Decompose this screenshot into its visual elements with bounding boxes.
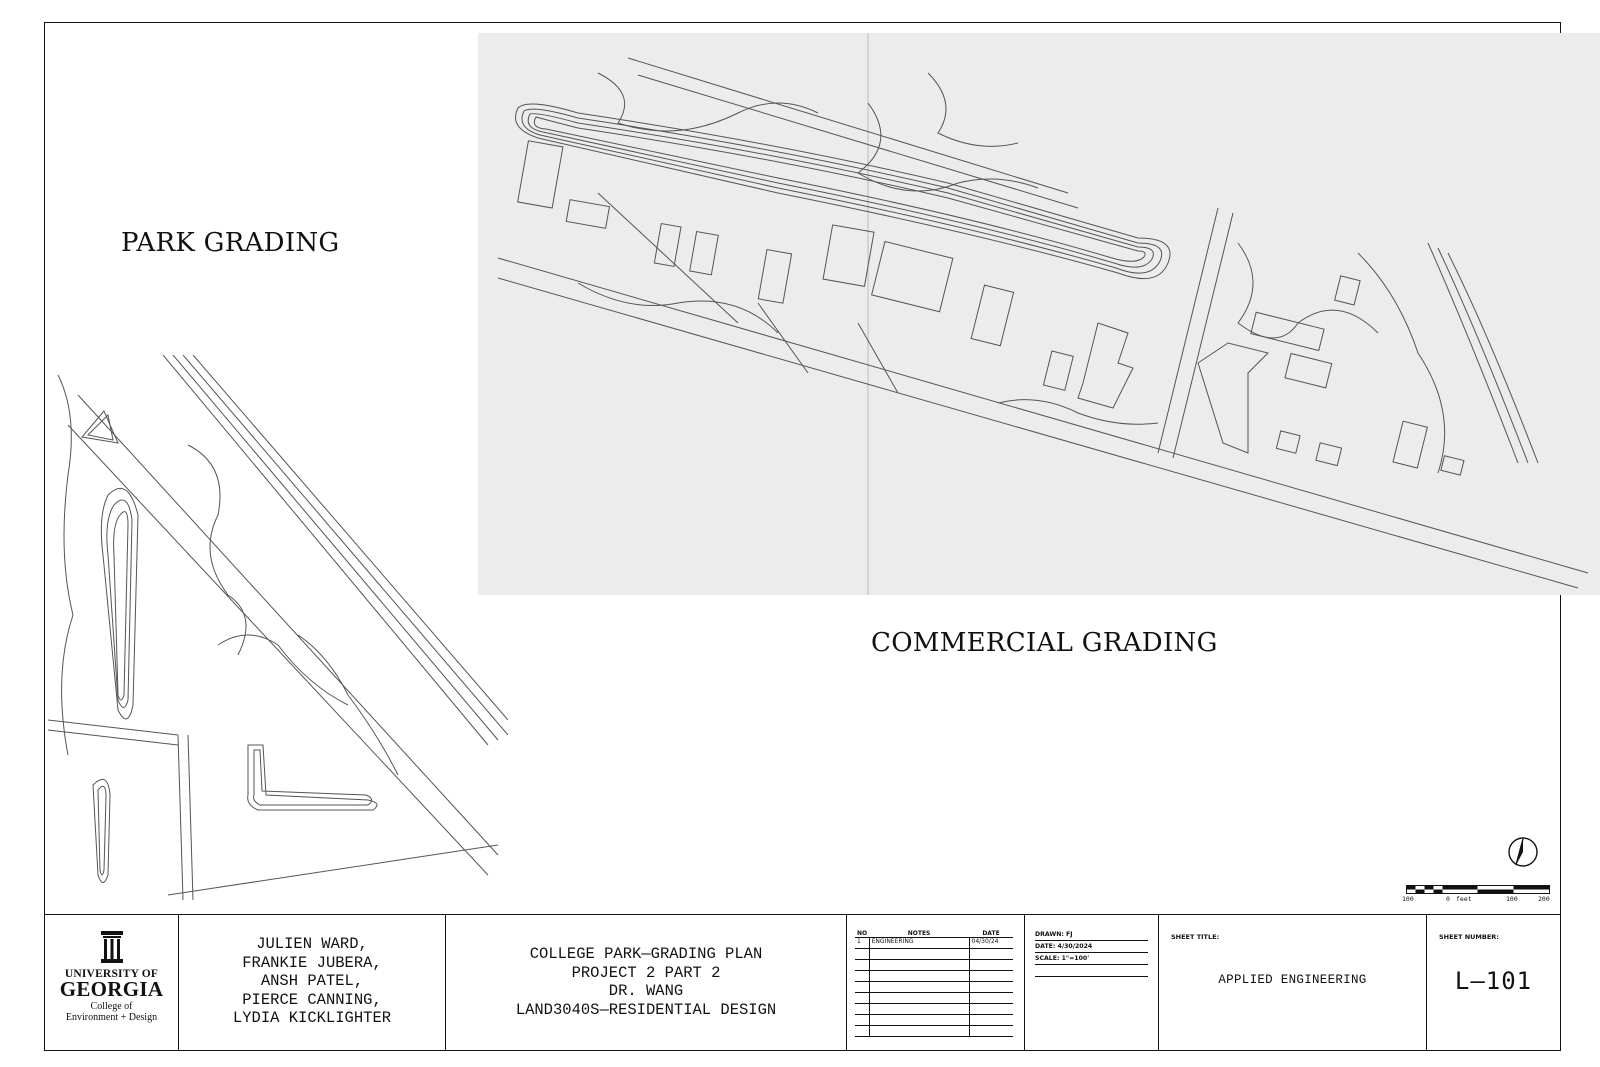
park-grading-sketch	[48, 355, 508, 900]
notes-row	[855, 960, 1013, 971]
drawn-date: DATE: 4/30/2024	[1035, 941, 1148, 953]
team-member: LYDIA KICKLIGHTER	[232, 1009, 392, 1027]
scale-label: 100	[1506, 895, 1518, 903]
drawn-blank-line	[1035, 965, 1148, 977]
drawn-cell	[1025, 915, 1159, 1050]
notes-row	[855, 993, 1013, 1004]
notes-no: 1	[855, 938, 869, 949]
project-cell	[446, 915, 847, 1050]
notes-table	[855, 929, 1013, 1037]
sheet-number-cell	[1427, 915, 1560, 1050]
graphic-scale-bar	[1402, 885, 1550, 905]
team-member: JULIEN WARD,	[256, 935, 368, 953]
project-line: LAND3040S—RESIDENTIAL DESIGN	[515, 1000, 777, 1019]
project-info	[446, 945, 846, 1019]
park-grading-title: PARK GRADING	[121, 228, 340, 258]
notes-row	[855, 949, 1013, 960]
uga-university-text: UNIVERSITY OF	[64, 968, 159, 980]
notes-row	[855, 982, 1013, 993]
drawn-scale: SCALE: 1"=100'	[1035, 953, 1148, 965]
commercial-grading-sketch	[478, 33, 1600, 595]
notes-header-notes: NOTES	[869, 929, 969, 938]
drawn-info	[1035, 929, 1148, 977]
team-member: ANSH PATEL,	[260, 972, 364, 990]
team-names	[179, 935, 445, 1028]
scale-label: 100	[1402, 895, 1414, 903]
uga-georgia-text: GEORGIA	[59, 977, 164, 1001]
sheet-title-cell	[1159, 915, 1427, 1050]
title-block	[44, 914, 1561, 1051]
drawn-by: DRAWN: FJ	[1035, 929, 1148, 941]
project-line: COLLEGE PARK—GRADING PLAN	[529, 945, 763, 963]
project-line: PROJECT 2 PART 2	[571, 963, 721, 982]
team-member: FRANKIE JUBERA,	[242, 953, 382, 972]
sheet-title-value: APPLIED ENGINEERING	[1218, 973, 1367, 987]
team-member: PIERCE CANNING,	[242, 990, 382, 1009]
notes-header-no: NO	[857, 929, 868, 937]
notes-date: 04/30/24	[969, 938, 1013, 949]
notes-row	[855, 1015, 1013, 1026]
scale-label: 0	[1446, 895, 1450, 903]
notes-header-date: DATE	[969, 929, 1013, 938]
notes-row	[855, 971, 1013, 982]
scale-label: feet	[1456, 895, 1472, 903]
sheet-number-label: SHEET NUMBER:	[1439, 933, 1499, 941]
team-cell	[179, 915, 446, 1050]
north-arrow-icon	[1507, 836, 1539, 872]
scale-label: 200	[1538, 895, 1550, 903]
uga-logo	[45, 929, 178, 1023]
notes-text: ENGINEERING	[869, 938, 969, 949]
notes-row	[855, 938, 1013, 949]
commercial-grading-title: COMMERCIAL GRADING	[871, 628, 1218, 658]
arch-logo-icon	[99, 929, 125, 965]
notes-row	[855, 1004, 1013, 1015]
uga-college-line2: Environment + Design	[65, 1011, 158, 1023]
notes-row	[855, 1026, 1013, 1037]
notes-cell	[847, 915, 1025, 1050]
sheet-number-value: L—101	[1454, 967, 1533, 995]
sheet-title-label: SHEET TITLE:	[1171, 933, 1220, 941]
project-line: DR. WANG	[608, 982, 684, 1000]
uga-college-line1: College of	[90, 1001, 133, 1012]
uga-logo-cell	[45, 915, 179, 1050]
